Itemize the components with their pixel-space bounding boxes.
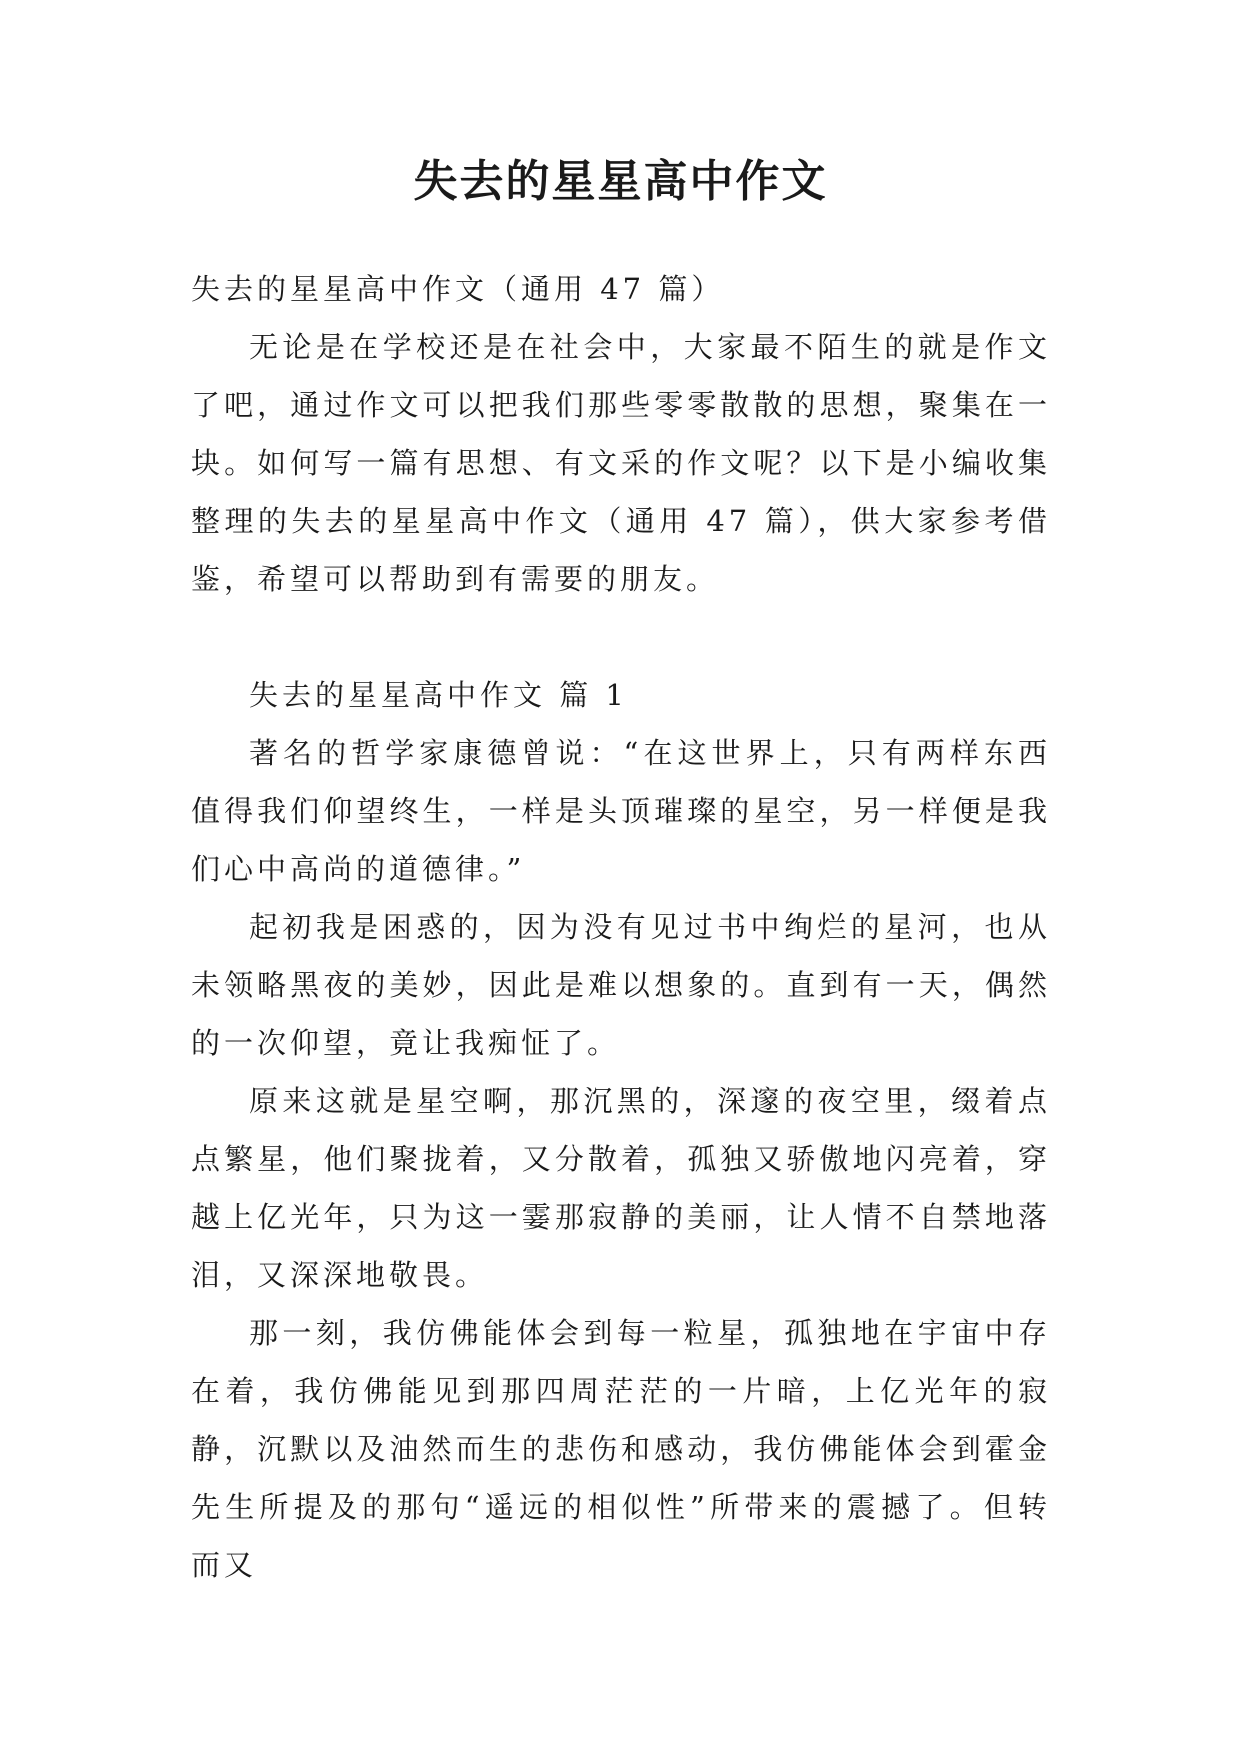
body-paragraph: 那一刻，我仿佛能体会到每一粒星，孤独地在宇宙中存在着，我仿佛能见到那四周茫茫的一片暗，上亿光年的寂静，沉默以及油然而生的悲伤和感动，我仿佛能体会到霍金先生所提及的那句“遥远的相似性”所带来的震撼了。但转而又 bbox=[191, 1316, 1051, 1582]
body-paragraph: 著名的哲学家康德曾说：“在这世界上，只有两样东西值得我们仰望终生，一样是头顶璀璨的星空，另一样便是我们心中高尚的道德律。” bbox=[191, 736, 1051, 886]
intro-paragraph: 无论是在学校还是在社会中，大家最不陌生的就是作文了吧，通过作文可以把我们那些零零散散的思想，聚集在一块。如何写一篇有思想、有文采的作文呢？以下是小编收集整理的失去的星星高中作文（通用 47 篇），供大家参考借鉴，希望可以帮助到有需要的朋友。 bbox=[191, 330, 1051, 596]
page-title: 失去的星星高中作文 bbox=[413, 156, 828, 207]
body-paragraph: 原来这就是星空啊，那沉黑的，深邃的夜空里，缀着点点繁星，他们聚拢着，又分散着，孤独又骄傲地闪亮着，穿越上亿光年，只为这一霎那寂静的美丽，让人情不自禁地落泪，又深深地敬畏。 bbox=[191, 1084, 1051, 1292]
body-paragraph: 起初我是困惑的，因为没有见过书中绚烂的星河，也从未领略黑夜的美妙，因此是难以想象的。直到有一天，偶然的一次仰望，竟让我痴怔了。 bbox=[191, 910, 1051, 1060]
document-subtitle: 失去的星星高中作文（通用 47 篇） bbox=[191, 272, 725, 306]
document-body bbox=[191, 260, 1051, 1594]
section-spacer bbox=[191, 608, 1051, 666]
section-heading: 失去的星星高中作文 篇 1 bbox=[249, 678, 628, 712]
